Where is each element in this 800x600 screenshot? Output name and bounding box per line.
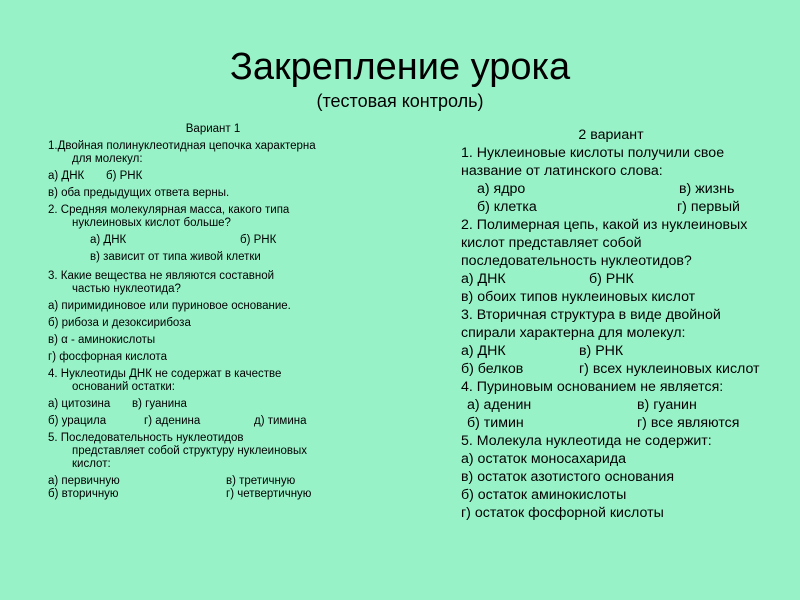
v1-q5-text-line2: представляет собой структуру нуклеиновых xyxy=(72,445,307,457)
v2-q3-options-row-1 xyxy=(461,342,791,360)
v2-q2-text-line2: кислот представляет собой xyxy=(461,235,642,251)
v2-q1-options-row-2 xyxy=(461,198,791,216)
v2-q5-option-b: в) остаток азотистого основания xyxy=(461,469,674,485)
v1-q1-options-row xyxy=(48,170,398,183)
v1-q3-option-d: г) фосфорная кислота xyxy=(48,351,167,363)
v1-q3-option-a: а) пиримидиновое или пуриновое основание. xyxy=(48,300,291,312)
v1-q1-option-a: а) ДНК xyxy=(48,170,85,182)
v2-q5-option-c: б) остаток аминокислоты xyxy=(461,487,627,503)
v1-q4-option-b: в) гуанина xyxy=(132,398,187,410)
v1-q4-text-line1: 4. Нуклеотиды ДНК не содержат в качестве xyxy=(48,368,282,380)
v2-q4-option-d: г) все являются xyxy=(637,415,740,431)
v2-q2-option-b: б) РНК xyxy=(589,271,634,287)
v1-question-5 xyxy=(48,432,398,471)
v1-question-1 xyxy=(48,140,398,166)
variant-1-heading: Вариант 1 xyxy=(185,123,241,135)
v2-q4-option-b: в) гуанин xyxy=(637,397,697,413)
slide-title: Закрепление урока xyxy=(229,46,571,88)
v2-q3-option-a: а) ДНК xyxy=(461,343,506,359)
v1-q2-option-c: в) зависит от типа живой клетки xyxy=(90,251,261,263)
v2-q4-options-row-2 xyxy=(461,414,791,432)
v2-q3-options-row-2 xyxy=(461,360,791,378)
v2-q3-option-d: г) всех нуклеиновых кислот xyxy=(579,361,760,377)
v2-q4-option-c: б) тимин xyxy=(467,415,524,431)
v1-q4-option-a: а) цитозина xyxy=(48,398,111,410)
slide-subtitle: (тестовая контроль) xyxy=(316,91,484,111)
variant-2-heading: 2 вариант xyxy=(578,127,644,143)
v1-q3-text-line2: частью нуклеотида? xyxy=(72,283,181,295)
v1-q2-option-b: б) РНК xyxy=(240,234,277,246)
v1-q4-option-e: д) тимина xyxy=(254,415,307,427)
v2-q1-option-b: в) жизнь xyxy=(679,181,735,197)
v1-q4-option-c: б) урацила xyxy=(48,415,107,427)
v2-q2-option-a: а) ДНК xyxy=(461,271,506,287)
v2-q3-option-c: б) белков xyxy=(461,361,524,377)
v1-q5-option-b: в) третичную xyxy=(226,475,296,487)
v1-q4-option-d: г) аденина xyxy=(144,415,201,427)
v2-q4-text-line1: 4. Пуриновым основанием не является: xyxy=(461,379,724,395)
v2-q1-text-line1: 1. Нуклеиновые кислоты получили свое xyxy=(461,145,725,161)
v2-q1-option-a: а) ядро xyxy=(477,181,526,197)
v1-q5-text-line1: 5. Последовательность нуклеотидов xyxy=(48,432,244,444)
v1-q5-options-row-2 xyxy=(48,488,398,501)
v2-q5-option-a: а) остаток моносахарида xyxy=(461,451,626,467)
v2-q3-option-b: в) РНК xyxy=(579,343,624,359)
v1-q1-option-b: б) РНК xyxy=(106,170,143,182)
v2-q1-option-d: г) первый xyxy=(677,199,740,215)
v2-q5-option-d: г) остаток фосфорной кислоты xyxy=(461,505,664,521)
v2-q5-text-line1: 5. Молекула нуклеотида не содержит: xyxy=(461,433,712,449)
v1-q5-options-row-1 xyxy=(48,475,398,488)
v1-q4-options-row-1 xyxy=(48,398,398,411)
v2-q2-text-line1: 2. Полимерная цепь, какой из нуклеиновых xyxy=(461,217,748,233)
v1-q3-text-line1: 3. Какие вещества не являются составной xyxy=(48,270,275,282)
v2-q3-text-line1: 3. Вторичная структура в виде двойной xyxy=(461,307,721,323)
v1-question-2 xyxy=(48,204,398,230)
v1-q3-option-b: б) рибоза и дезоксирибоза xyxy=(48,317,191,329)
v1-q4-text-line2: оснований остатки: xyxy=(72,381,176,393)
variant-2-column xyxy=(461,126,791,522)
v1-q5-option-d: г) четвертичную xyxy=(226,488,312,500)
v2-q1-option-c: б) клетка xyxy=(477,199,537,215)
v2-q2-text-line3: последовательность нуклеотидов? xyxy=(461,253,692,269)
v1-q2-options-row xyxy=(48,234,398,247)
v1-q5-text-line3: кислот: xyxy=(72,458,111,470)
v2-q2-options-row xyxy=(461,270,791,288)
v2-q1-text-line2: название от латинского слова: xyxy=(461,163,663,179)
v1-q5-option-c: б) вторичную xyxy=(48,488,119,500)
v1-q3-option-c: в) α - аминокислоты xyxy=(48,334,156,346)
v2-q4-option-a: а) аденин xyxy=(467,397,532,413)
v2-q4-options-row-1 xyxy=(461,396,791,414)
v1-q1-text-line2: для молекул: xyxy=(72,153,143,165)
v1-q1-text-line1: 1.Двойная полинуклеотидная цепочка характерна xyxy=(48,140,316,152)
v1-question-3 xyxy=(48,270,398,296)
v2-q3-text-line2: спирали характерна для молекул: xyxy=(461,325,686,341)
v1-question-4 xyxy=(48,368,398,394)
v1-q4-options-row-2 xyxy=(48,415,398,428)
v1-q2-text-line1: 2. Средняя молекулярная масса, какого типа xyxy=(48,204,290,216)
v1-q5-option-a: а) первичную xyxy=(48,475,120,487)
v1-q1-option-c: в) оба предыдущих ответа верны. xyxy=(48,187,230,199)
v2-q2-option-c: в) обоих типов нуклеиновых кислот xyxy=(461,289,696,305)
v1-q2-text-line2: нуклеиновых кислот больше? xyxy=(72,217,231,229)
v2-q1-options-row-1 xyxy=(461,180,791,198)
v1-q2-option-a: а) ДНК xyxy=(90,234,127,246)
variant-1-column xyxy=(48,123,398,501)
